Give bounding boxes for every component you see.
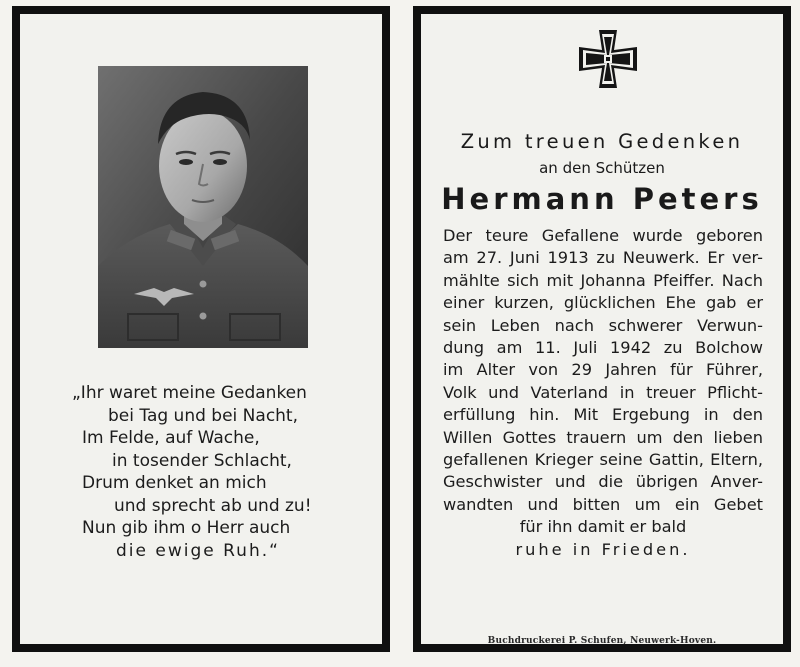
memorial-title: Zum treuen Gedenken [460, 130, 744, 153]
biography-line: wandten und bitten um ein Gebet [443, 494, 763, 514]
soldier-portrait-icon [98, 66, 308, 348]
portrait-photo [98, 66, 308, 348]
biography-line: im Alter von 29 Jahren für Führer, [443, 360, 763, 380]
cross-year: 1939 [621, 77, 634, 83]
biography-line: Geschwister und die übrigen Anver- [443, 472, 763, 492]
right-card [413, 6, 791, 652]
biography-line: Der teure Gefallene wurde geboren [443, 226, 763, 245]
iron-cross-icon [577, 28, 639, 90]
biography-line: Volk und Vaterland in treuer Pflicht- [443, 382, 763, 402]
memorial-subtitle: an den Schützen [539, 159, 665, 177]
poem-line: die ewige Ruh.“ [116, 540, 280, 561]
biography-line: am 27. Juni 1913 zu Neuwerk. Er ver- [443, 248, 763, 268]
biography-line: dung am 11. Juli 1942 zu Bolchow [443, 338, 763, 358]
deceased-name: Hermann Peters [441, 182, 763, 216]
printer-credit: Buchdruckerei P. Schufen, Neuwerk-Hoven. [487, 636, 717, 646]
poem-line: und sprecht ab und zu! [114, 495, 312, 516]
biography-line: mählte sich mit Johanna Pfeiffer. Nach [443, 270, 763, 290]
biography-text [443, 225, 763, 561]
biography-line: Willen Gottes trauern um den lieben [443, 427, 763, 447]
poem-line: Nun gib ihm o Herr auch [82, 518, 291, 538]
biography-line: sein Leben nach schwerer Verwun- [443, 315, 763, 335]
poem-line: „Ihr waret meine Gedanken [72, 383, 307, 403]
left-card [12, 6, 390, 652]
biography-line: gefallenen Krieger seine Gattin, Eltern, [443, 450, 763, 470]
biography-line: ruhe in Frieden. [515, 539, 691, 559]
memorial-poem [72, 382, 372, 562]
poem-line: bei Tag und bei Nacht, [108, 405, 299, 426]
poem-line: Drum denket an mich [82, 473, 267, 493]
biography-line: erfüllung hin. Mit Ergebung in den [443, 405, 763, 425]
biography-line: für ihn damit er bald [519, 517, 687, 537]
poem-line: in tosender Schlacht, [112, 450, 292, 471]
poem-line: Im Felde, auf Wache, [82, 428, 260, 448]
biography-line: einer kurzen, glücklichen Ehe gab er [443, 293, 763, 313]
